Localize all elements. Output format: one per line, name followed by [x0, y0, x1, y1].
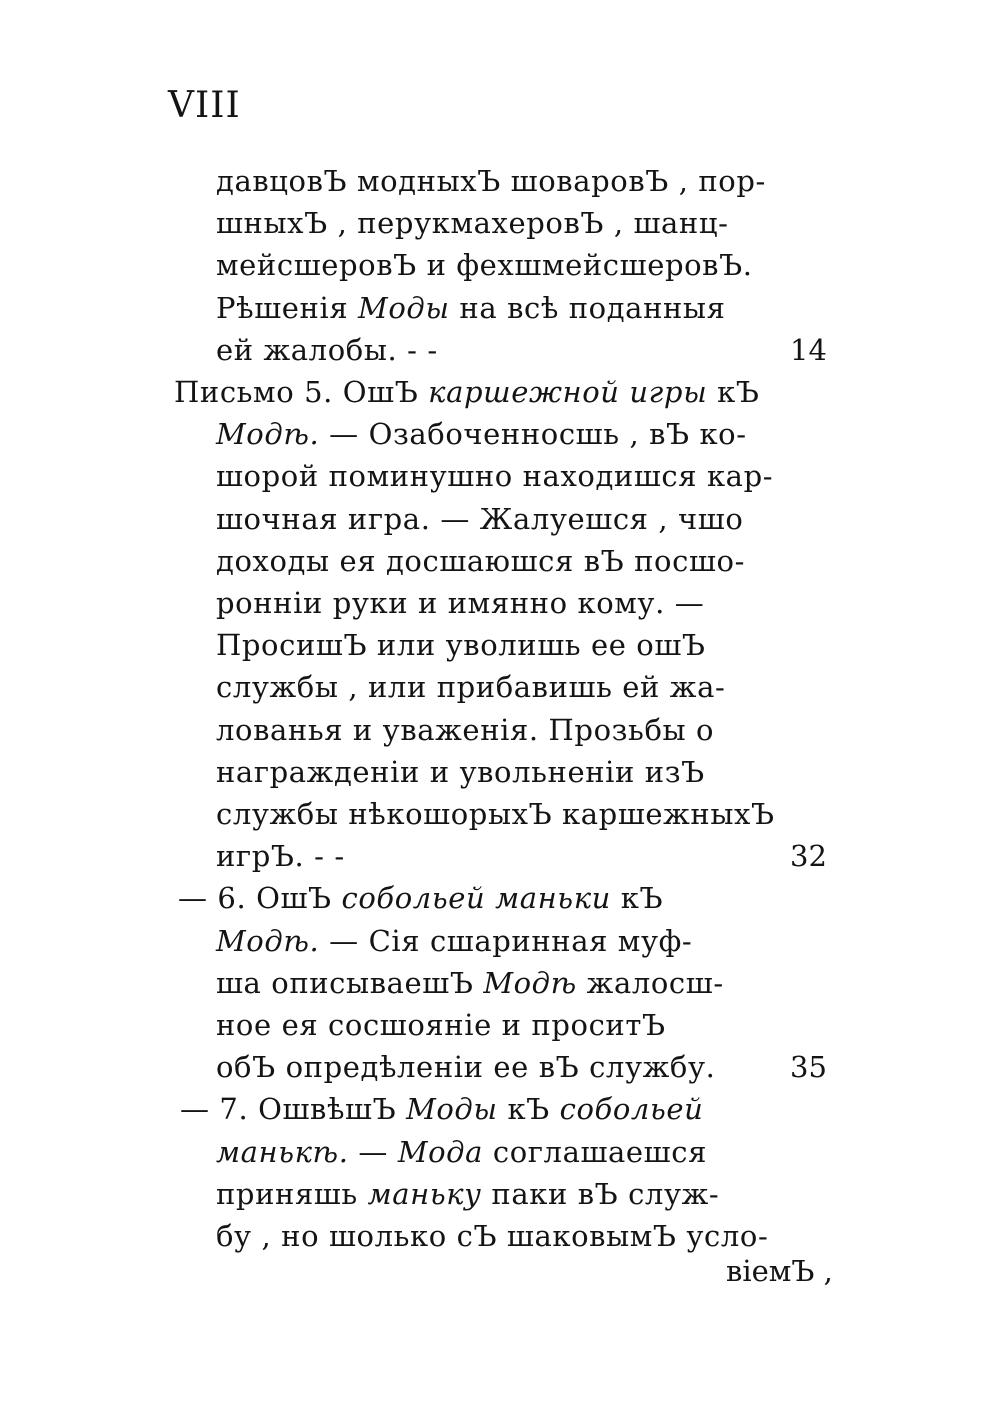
toc-line — [216, 582, 704, 624]
text-run: кЪ — [610, 881, 664, 916]
text-run: шорой поминушно находишся кар- — [216, 459, 774, 494]
toc-line — [216, 1215, 768, 1257]
toc-line — [216, 498, 743, 540]
italic-text: Мода — [397, 1134, 484, 1169]
text-run: доходы ея досшаюшся вЪ посшо- — [216, 543, 745, 578]
toc-line — [216, 455, 773, 497]
toc-line — [178, 877, 663, 919]
toc-line — [216, 287, 726, 329]
toc-line — [216, 329, 438, 371]
toc-line — [216, 920, 692, 962]
page-reference: 35 — [790, 1050, 827, 1085]
text-run: кЪ — [497, 1092, 560, 1127]
text-run: — 7. ОшвѣшЪ — [180, 1092, 407, 1127]
toc-line — [174, 371, 760, 413]
page-number: VIII — [168, 85, 241, 126]
italic-text: Моды — [406, 1092, 498, 1127]
toc-line — [216, 709, 714, 751]
toc-line — [216, 793, 775, 835]
text-run: — Озабоченносшь , вЪ ко- — [319, 417, 747, 452]
italic-text: манькѣ. — [216, 1134, 349, 1169]
toc-line — [216, 751, 705, 793]
toc-line — [216, 835, 345, 877]
text-run: — 6. ОшЪ — [178, 881, 342, 916]
text-run: — — [348, 1134, 398, 1169]
text-run: награжденіи и увольненіи изЪ — [216, 754, 705, 789]
italic-text: Модѣ. — [216, 923, 320, 958]
italic-text: собольей маньки — [341, 881, 611, 916]
toc-line — [216, 1131, 707, 1173]
text-run: на всѣ поданныя — [449, 290, 726, 325]
toc-line — [216, 1046, 715, 1088]
toc-line — [216, 1004, 666, 1046]
page-reference: 14 — [790, 332, 827, 367]
text-run: паки вЪ служ- — [481, 1176, 720, 1211]
text-run: давцовЪ модныхЪ шоваровЪ , пор- — [216, 164, 766, 198]
text-run: Письмо 5. ОшЪ — [174, 375, 429, 409]
text-run: лованья и уваженія. Прозьбы о — [216, 712, 715, 747]
toc-line — [180, 1088, 703, 1130]
text-run: жалосш- — [576, 965, 724, 1000]
toc-line — [216, 962, 724, 1004]
text-run: службы нѣкошорыхЪ каршежныхЪ — [216, 797, 775, 831]
text-run: приняшь — [216, 1176, 368, 1211]
text-run: обЪ опредѣленіи ее вЪ службу. — [216, 1050, 716, 1085]
italic-text: маньку — [367, 1176, 482, 1211]
catchword: віемЪ , — [726, 1254, 833, 1288]
text-run: Рѣшенія — [216, 290, 359, 325]
toc-line — [216, 244, 753, 286]
italic-text: каршежной игры — [428, 375, 708, 409]
text-run: ша описываешЪ — [216, 965, 484, 1000]
toc-line — [216, 666, 725, 708]
italic-text: Модѣ — [483, 965, 577, 1000]
text-run: ПросишЪ или уволишь ее ошЪ — [216, 628, 706, 663]
text-run: шныхЪ , перукмахеровЪ , шанц- — [216, 206, 729, 241]
text-run: бу , но шолько сЪ шаковымЪ усло- — [216, 1219, 769, 1253]
toc-line — [216, 160, 766, 202]
toc-line — [216, 413, 747, 455]
text-run: игрЪ. - - — [216, 839, 345, 874]
text-run: — Сія сшаринная муф- — [319, 923, 693, 958]
text-run: кЪ — [707, 375, 760, 409]
toc-line — [216, 1173, 719, 1215]
page-reference: 32 — [790, 839, 827, 874]
toc-line — [216, 624, 706, 666]
italic-text: Модѣ. — [216, 417, 320, 452]
text-run: ное ея сосшояніе и проситЪ — [216, 1008, 666, 1042]
text-run: мейсшеровЪ и фехшмейсшеровЪ. — [216, 248, 753, 283]
text-run: службы , или прибавишь ей жа- — [216, 670, 726, 705]
italic-text: Моды — [358, 290, 450, 325]
text-run: ей жалобы. - - — [216, 332, 438, 367]
toc-line — [216, 540, 745, 582]
text-run: ронніи руки и имянно кому. — — [216, 586, 705, 620]
toc-line — [216, 202, 729, 244]
text-run: шочная игра. — Жалуешся , чшо — [216, 501, 744, 536]
italic-text: собольей — [559, 1092, 704, 1127]
text-run: соглашаешся — [483, 1134, 707, 1169]
